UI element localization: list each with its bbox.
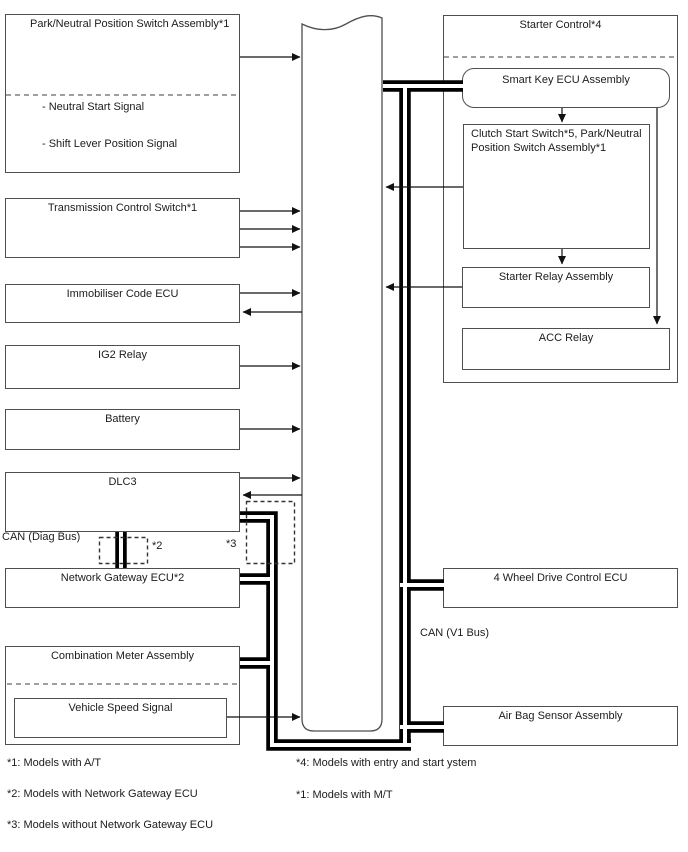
box-clutch-start-switch	[463, 124, 650, 249]
box-network-gateway-ecu	[5, 568, 240, 608]
box-title: Immobiliser Code ECU	[66, 288, 179, 300]
box-title: Air Bag Sensor Assembly	[498, 710, 623, 722]
footnote-2-with-gateway: *2: Models with Network Gateway ECU	[7, 788, 198, 800]
box-smart-key-ecu-assembly	[462, 68, 670, 108]
footnote-1-at: *1: Models with A/T	[7, 757, 102, 769]
box-battery	[5, 409, 240, 450]
box-transmission-control-switch	[5, 198, 240, 258]
box-park-neutral-position-switch	[5, 14, 240, 173]
footnote-4-entry-start: *4: Models with entry and start ystem	[296, 757, 477, 769]
box-title: Network Gateway ECU*2	[60, 572, 185, 584]
signal-neutral-start: - Neutral Start Signal	[42, 101, 145, 113]
box-title: 4 Wheel Drive Control ECU	[493, 572, 628, 584]
box-dlc3	[5, 472, 240, 532]
box-title: Combination Meter Assembly	[50, 650, 195, 662]
box-air-bag-sensor-assembly	[443, 706, 678, 746]
box-title: Park/Neutral Position Switch Assembly*1	[30, 18, 230, 30]
box-immobiliser-code-ecu	[5, 284, 240, 323]
box-acc-relay	[462, 328, 670, 370]
box-starter-relay-assembly	[462, 267, 650, 308]
box-vehicle-speed-signal	[14, 698, 227, 738]
signal-shift-lever-position: - Shift Lever Position Signal	[42, 138, 178, 150]
box-title: Battery	[105, 413, 140, 425]
main-ecu-column	[302, 16, 382, 731]
label-note2-marker: *2	[152, 540, 163, 552]
box-title: IG2 Relay	[98, 349, 147, 361]
note2-dashed-frame	[100, 538, 148, 564]
box-title: DLC3	[108, 476, 137, 488]
box-title: Starter Relay Assembly	[498, 271, 614, 283]
footnote-3-without-gateway: *3: Models without Network Gateway ECU	[7, 819, 214, 831]
note3-dashed-frame	[247, 502, 295, 564]
box-title: Transmission Control Switch*1	[47, 202, 198, 214]
label-can-v1-bus: CAN (V1 Bus)	[420, 627, 490, 639]
label-note3-marker: *3	[226, 538, 237, 550]
box-title: Starter Control*4	[519, 19, 602, 31]
box-title: ACC Relay	[538, 332, 594, 344]
footnote-1-mt: *1: Models with M/T	[296, 789, 393, 801]
label-can-diag-bus: CAN (Diag Bus)	[2, 531, 81, 543]
box-title: Vehicle Speed Signal	[68, 702, 173, 714]
box-combination-meter-assembly	[5, 646, 240, 745]
box-title: Smart Key ECU Assembly	[502, 74, 630, 86]
box-title: Clutch Start Switch*5, Park/Neutral Position Switch Assembly*1	[471, 128, 642, 154]
box-4-wheel-drive-control-ecu	[443, 568, 678, 608]
box-ig2-relay	[5, 345, 240, 389]
